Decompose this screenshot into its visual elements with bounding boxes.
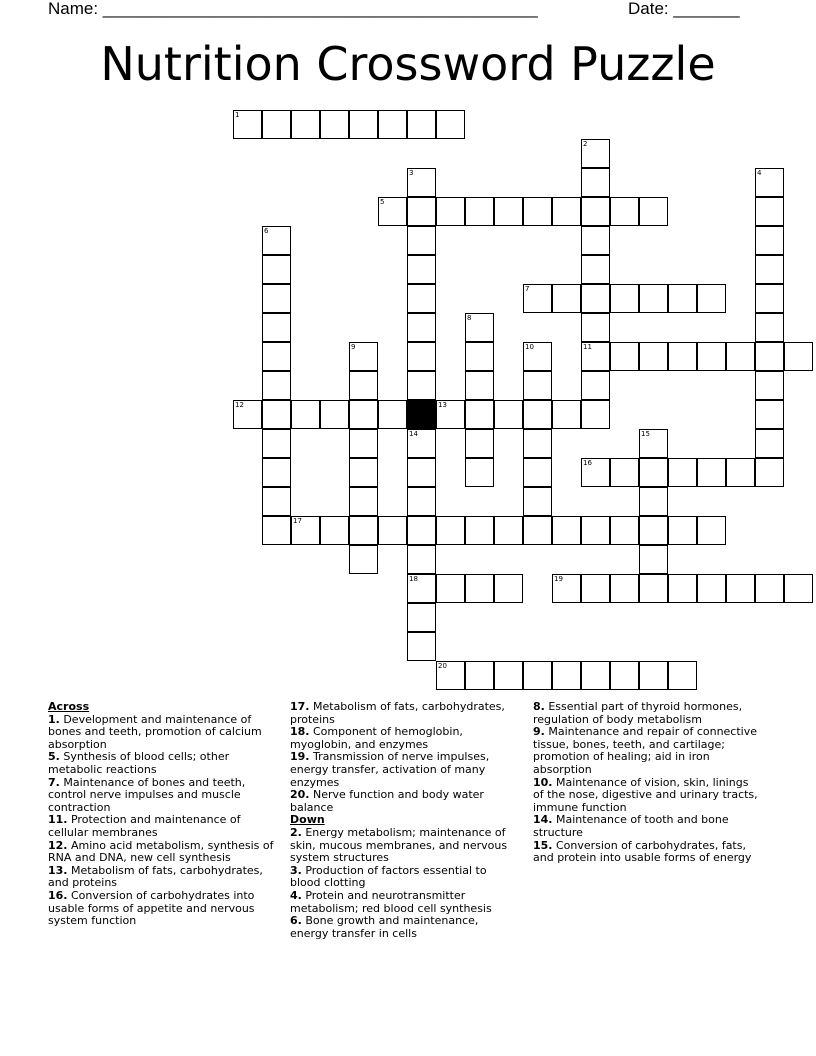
down-clue (533, 701, 761, 726)
clue-column-2 (290, 701, 518, 940)
grid-cell[interactable] (639, 574, 668, 603)
clue-text: Protection and maintenance of cellular membranes (48, 813, 241, 839)
grid-cell[interactable] (349, 458, 378, 487)
clue-number-label: 7. (48, 775, 60, 789)
grid-cell[interactable] (726, 458, 755, 487)
grid-cell[interactable] (668, 661, 697, 690)
grid-cell[interactable] (668, 458, 697, 487)
clue-column-1 (48, 701, 276, 928)
grid-cell[interactable] (610, 516, 639, 545)
clue-text: Component of hemoglobin, myoglobin, and enzymes (290, 725, 463, 751)
grid-cell[interactable] (755, 284, 784, 313)
name-line[interactable]: Name: ______________________________________________ (48, 0, 538, 18)
clue-number: 11 (583, 343, 592, 351)
grid-cell[interactable] (581, 313, 610, 342)
grid-cell[interactable] (697, 516, 726, 545)
grid-cell[interactable] (233, 400, 262, 429)
grid-cell[interactable] (784, 574, 813, 603)
grid-cell[interactable] (349, 400, 378, 429)
clue-number: 2 (583, 140, 588, 148)
grid-cell[interactable] (407, 313, 436, 342)
grid-cell[interactable] (262, 516, 291, 545)
clue-number: 6 (264, 227, 269, 235)
grid-cell[interactable] (407, 429, 436, 458)
grid-cell[interactable] (465, 661, 494, 690)
clue-text: Production of factors essential to blood clotting (290, 863, 487, 890)
across-clue (290, 751, 518, 789)
grid-cell[interactable] (697, 342, 726, 371)
grid-cell[interactable] (697, 574, 726, 603)
clue-text: Conversion of carbohydrates, fats, and protein into usable forms of energy (533, 838, 752, 865)
grid-cell[interactable] (233, 110, 262, 139)
grid-cell[interactable] (262, 342, 291, 371)
grid-cell[interactable] (436, 661, 465, 690)
clue-text: Maintenance of tooth and bone structure (533, 813, 729, 839)
clue-number-label: 6. (290, 914, 302, 928)
clue-number: 9 (351, 343, 356, 351)
down-clue (290, 890, 518, 915)
grid-cell[interactable] (523, 284, 552, 313)
grid-cell[interactable] (523, 458, 552, 487)
grid-cell[interactable] (465, 342, 494, 371)
grid-cell[interactable] (494, 400, 523, 429)
grid-cell[interactable] (436, 574, 465, 603)
clue-number: 20 (438, 662, 447, 670)
clue-text: Maintenance and repair of connective tissue, bones, teeth, and cartilage; promotion of healing; aid in iron absorption (533, 725, 757, 776)
grid-cell[interactable] (436, 110, 465, 139)
grid-cell[interactable] (639, 516, 668, 545)
grid-cell[interactable] (523, 429, 552, 458)
grid-cell[interactable] (581, 458, 610, 487)
grid-cell[interactable] (523, 342, 552, 371)
down-clue (533, 814, 761, 839)
across-clue-list-continued (290, 701, 518, 814)
grid-cell[interactable] (755, 255, 784, 284)
clue-number: 1 (235, 111, 240, 119)
grid-cell[interactable] (726, 574, 755, 603)
blocked-cell (407, 400, 436, 429)
grid-cell[interactable] (465, 400, 494, 429)
grid-cell[interactable] (349, 516, 378, 545)
clue-number-label: 14. (533, 813, 553, 827)
clue-number-label: 18. (290, 725, 310, 739)
clue-number: 5 (380, 198, 385, 206)
grid-cell[interactable] (291, 110, 320, 139)
grid-cell[interactable] (552, 197, 581, 226)
across-heading: Across (48, 700, 90, 713)
grid-cell[interactable] (349, 545, 378, 574)
clue-number-label: 4. (290, 888, 302, 902)
clue-number-label: 19. (290, 750, 310, 764)
clue-text: Protein and neurotransmitter metabolism; red blood cell synthesis (290, 888, 492, 915)
grid-cell[interactable] (552, 516, 581, 545)
grid-cell[interactable] (755, 226, 784, 255)
clue-number: 4 (757, 169, 762, 177)
grid-cell[interactable] (407, 516, 436, 545)
down-clue (290, 865, 518, 890)
grid-cell[interactable] (262, 255, 291, 284)
grid-cell[interactable] (349, 371, 378, 400)
across-clue (48, 865, 276, 890)
grid-cell[interactable] (639, 458, 668, 487)
grid-cell[interactable] (407, 487, 436, 516)
clue-number-label: 9. (533, 725, 545, 739)
grid-cell[interactable] (755, 342, 784, 371)
clue-text: Metabolism of fats, carbohydrates, and proteins (48, 863, 263, 890)
grid-cell[interactable] (610, 284, 639, 313)
clue-number-label: 2. (290, 825, 302, 839)
clue-number: 10 (525, 343, 534, 351)
clue-number-label: 3. (290, 863, 302, 877)
grid-cell[interactable] (349, 429, 378, 458)
clue-number: 15 (641, 430, 650, 438)
clue-number: 19 (554, 575, 563, 583)
clue-number-label: 11. (48, 813, 68, 827)
clue-column-3 (533, 701, 761, 865)
clue-number-label: 12. (48, 838, 68, 852)
grid-cell[interactable] (755, 313, 784, 342)
down-clue (533, 840, 761, 865)
grid-cell[interactable] (407, 284, 436, 313)
across-clue (48, 890, 276, 928)
grid-cell[interactable] (494, 661, 523, 690)
grid-cell[interactable] (581, 371, 610, 400)
grid-cell[interactable] (465, 429, 494, 458)
grid-cell[interactable] (755, 429, 784, 458)
grid-cell[interactable] (755, 168, 784, 197)
clue-number-label: 5. (48, 750, 60, 764)
grid-cell[interactable] (465, 371, 494, 400)
grid-cell[interactable] (552, 284, 581, 313)
clue-number: 7 (525, 285, 530, 293)
grid-cell[interactable] (668, 516, 697, 545)
clue-text: Conversion of carbohydrates into usable forms of appetite and nervous system function (48, 888, 255, 928)
grid-cell[interactable] (436, 197, 465, 226)
grid-cell[interactable] (523, 371, 552, 400)
grid-cell[interactable] (262, 313, 291, 342)
across-clue (48, 751, 276, 776)
down-heading: Down (290, 813, 325, 827)
grid-cell[interactable] (407, 632, 436, 661)
clue-text: Maintenance of vision, skin, linings of the nose, digestive and urinary tracts, immune function (533, 775, 758, 814)
grid-cell[interactable] (465, 313, 494, 342)
down-clue (533, 726, 761, 776)
grid-cell[interactable] (668, 574, 697, 603)
clue-number: 17 (293, 517, 302, 525)
grid-cell[interactable] (262, 458, 291, 487)
grid-cell[interactable] (755, 197, 784, 226)
across-clue (48, 840, 276, 865)
grid-cell[interactable] (523, 400, 552, 429)
grid-cell[interactable] (349, 487, 378, 516)
grid-cell[interactable] (639, 487, 668, 516)
clue-text: Transmission of nerve impulses, energy transfer, activation of many enzymes (290, 750, 490, 789)
grid-cell[interactable] (610, 197, 639, 226)
grid-cell[interactable] (407, 168, 436, 197)
grid-cell[interactable] (407, 197, 436, 226)
clue-text: Maintenance of bones and teeth, control nerve impulses and muscle contraction (48, 775, 246, 814)
grid-cell[interactable] (407, 342, 436, 371)
clue-number-label: 10. (533, 775, 553, 789)
grid-cell[interactable] (697, 458, 726, 487)
grid-cell[interactable] (378, 110, 407, 139)
grid-cell[interactable] (436, 516, 465, 545)
down-clue-list (290, 827, 518, 940)
clue-number: 12 (235, 401, 244, 409)
down-clue (290, 915, 518, 940)
grid-cell[interactable] (494, 574, 523, 603)
grid-cell[interactable] (291, 516, 320, 545)
clue-number: 13 (438, 401, 447, 409)
grid-cell[interactable] (581, 284, 610, 313)
grid-cell[interactable] (639, 429, 668, 458)
grid-cell[interactable] (610, 574, 639, 603)
clue-number-label: 16. (48, 888, 68, 902)
grid-cell[interactable] (668, 284, 697, 313)
clue-text: Synthesis of blood cells; other metabolic reactions (48, 750, 230, 776)
page-title: Nutrition Crossword Puzzle (100, 37, 716, 91)
clue-number: 3 (409, 169, 414, 177)
grid-cell[interactable] (523, 516, 552, 545)
grid-cell[interactable] (610, 342, 639, 371)
grid-cell[interactable] (581, 197, 610, 226)
grid-cell[interactable] (436, 400, 465, 429)
clue-number-label: 17. (290, 700, 310, 713)
grid-cell[interactable] (784, 342, 813, 371)
across-clue (48, 714, 276, 752)
grid-cell[interactable] (407, 603, 436, 632)
grid-cell[interactable] (349, 342, 378, 371)
grid-cell[interactable] (262, 284, 291, 313)
clue-text: Development and maintenance of bones and teeth, promotion of calcium absorption (48, 712, 262, 751)
grid-cell[interactable] (581, 168, 610, 197)
grid-cell[interactable] (610, 661, 639, 690)
grid-cell[interactable] (494, 197, 523, 226)
grid-cell[interactable] (262, 226, 291, 255)
clue-number-label: 15. (533, 838, 553, 852)
grid-cell[interactable] (581, 516, 610, 545)
grid-cell[interactable] (581, 342, 610, 371)
grid-cell[interactable] (262, 429, 291, 458)
grid-cell[interactable] (465, 458, 494, 487)
grid-cell[interactable] (262, 371, 291, 400)
clue-number-label: 20. (290, 788, 310, 802)
grid-cell[interactable] (755, 458, 784, 487)
grid-cell[interactable] (320, 400, 349, 429)
clue-number: 14 (409, 430, 418, 438)
grid-cell[interactable] (639, 661, 668, 690)
grid-cell[interactable] (262, 110, 291, 139)
grid-cell[interactable] (407, 574, 436, 603)
across-clue (290, 701, 518, 726)
down-clue (533, 777, 761, 815)
grid-cell[interactable] (465, 574, 494, 603)
grid-cell[interactable] (668, 342, 697, 371)
grid-cell[interactable] (755, 400, 784, 429)
grid-cell[interactable] (552, 661, 581, 690)
grid-cell[interactable] (407, 458, 436, 487)
grid-cell[interactable] (262, 487, 291, 516)
grid-cell[interactable] (407, 371, 436, 400)
grid-cell[interactable] (378, 516, 407, 545)
grid-cell[interactable] (755, 574, 784, 603)
grid-cell[interactable] (581, 574, 610, 603)
across-clue (48, 777, 276, 815)
clue-text: Metabolism of fats, carbohydrates, proteins (290, 700, 505, 726)
grid-cell[interactable] (378, 400, 407, 429)
grid-cell[interactable] (639, 197, 668, 226)
clue-text: Bone growth and maintenance, energy transfer in cells (290, 914, 479, 940)
grid-cell[interactable] (320, 516, 349, 545)
grid-cell[interactable] (378, 197, 407, 226)
down-clue-list-continued (533, 701, 761, 865)
grid-cell[interactable] (581, 255, 610, 284)
grid-cell[interactable] (697, 284, 726, 313)
across-clue (290, 726, 518, 751)
grid-cell[interactable] (755, 371, 784, 400)
clue-number: 8 (467, 314, 472, 322)
across-clue (48, 814, 276, 839)
clue-number-label: 1. (48, 712, 60, 726)
grid-cell[interactable] (610, 458, 639, 487)
down-clue (290, 827, 518, 865)
grid-cell[interactable] (581, 226, 610, 255)
clue-number: 16 (583, 459, 592, 467)
grid-cell[interactable] (726, 342, 755, 371)
grid-cell[interactable] (523, 487, 552, 516)
clue-text: Energy metabolism; maintenance of skin, mucous membranes, and nervous system structures (290, 825, 508, 865)
grid-cell[interactable] (552, 400, 581, 429)
grid-cell[interactable] (639, 284, 668, 313)
grid-cell[interactable] (581, 661, 610, 690)
grid-cell[interactable] (407, 545, 436, 574)
grid-cell[interactable] (552, 574, 581, 603)
grid-cell[interactable] (407, 255, 436, 284)
grid-cell[interactable] (407, 110, 436, 139)
grid-cell[interactable] (262, 400, 291, 429)
date-line[interactable]: Date: _______ (628, 0, 740, 18)
grid-cell[interactable] (494, 516, 523, 545)
grid-cell[interactable] (581, 139, 610, 168)
grid-cell[interactable] (639, 545, 668, 574)
clue-text: Amino acid metabolism, synthesis of RNA and DNA, new cell synthesis (48, 838, 274, 865)
grid-cell[interactable] (465, 197, 494, 226)
clue-number-label: 8. (533, 700, 545, 713)
clue-number-label: 13. (48, 863, 68, 877)
clue-text: Nerve function and body water balance (290, 788, 484, 814)
grid-cell[interactable] (523, 197, 552, 226)
grid-cell[interactable] (581, 400, 610, 429)
across-clue (290, 789, 518, 814)
grid-cell[interactable] (639, 342, 668, 371)
grid-cell[interactable] (320, 110, 349, 139)
grid-cell[interactable] (523, 661, 552, 690)
grid-cell[interactable] (291, 400, 320, 429)
across-clue-list (48, 714, 276, 928)
grid-cell[interactable] (349, 110, 378, 139)
grid-cell[interactable] (465, 516, 494, 545)
clue-number: 18 (409, 575, 418, 583)
clue-text: Essential part of thyroid hormones, regulation of body metabolism (533, 700, 743, 726)
grid-cell[interactable] (407, 226, 436, 255)
